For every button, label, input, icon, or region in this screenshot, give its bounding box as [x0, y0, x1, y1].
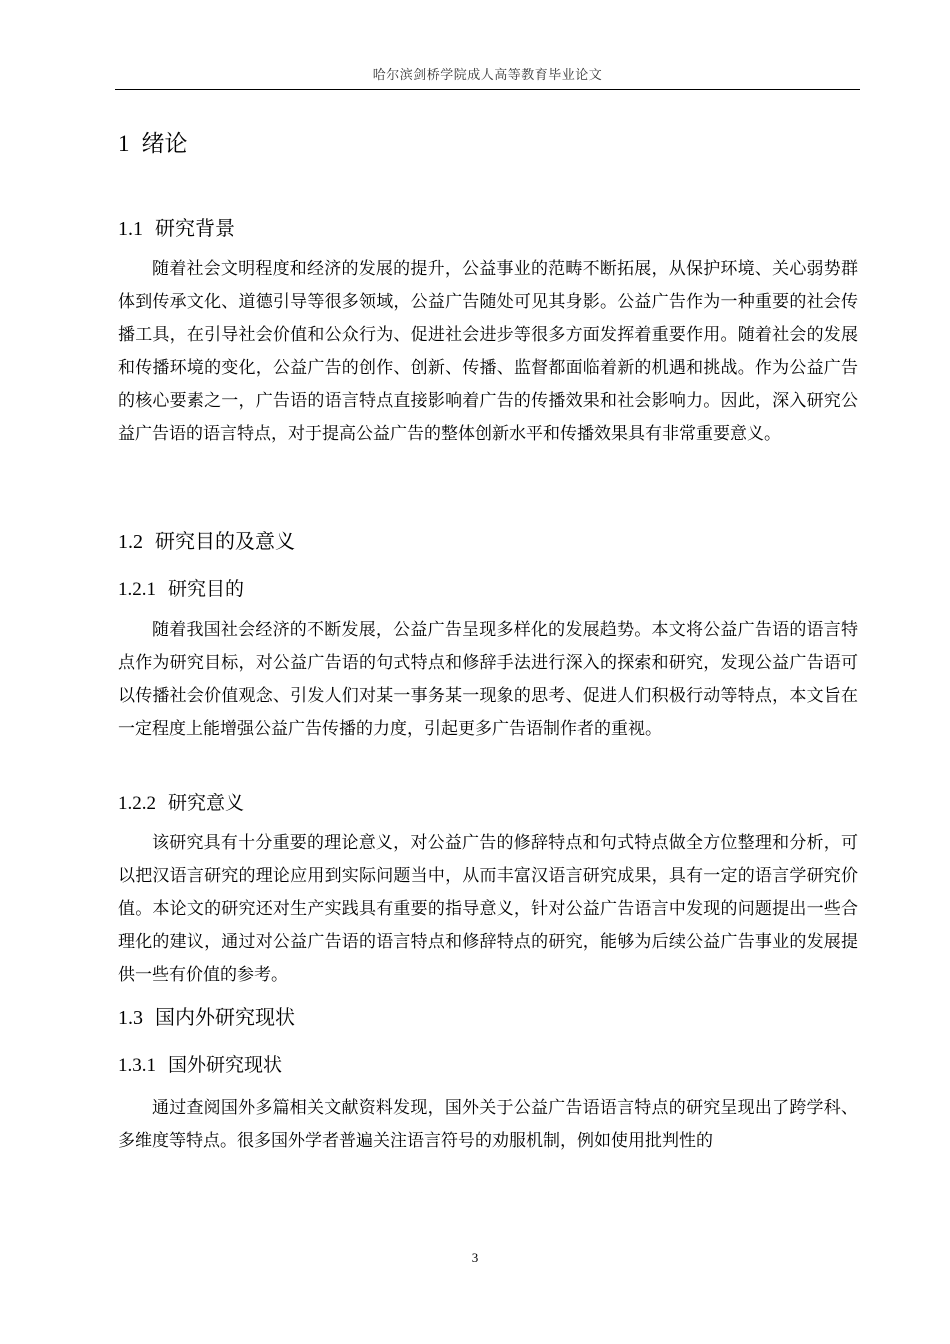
chapter-heading [118, 125, 188, 158]
paragraph-background: 随着社会文明程度和经济的发展的提升，公益事业的范畴不断拓展，从保护环境、关心弱势群体到传承文化、道德引导等很多领域，公益广告随处可见其身影。公益广告作为一种重要的社会传播工具，在引导社会价值和公众行为、促进社会进步等很多方面发挥着重要作用。随着社会的发展和传播环境的变化，公益广告的创作、创新、传播、监督都面临着新的机遇和挑战。作为公益广告的核心要素之一，广告语的语言特点直接影响着广告的传播效果和社会影响力。因此，深入研究公益广告语的语言特点，对于提高公益广告的整体创新水平和传播效果具有非常重要意义。 [118, 259, 858, 444]
section-number: 1.2 [118, 531, 143, 553]
header-rule [115, 89, 860, 90]
section-number: 1.1 [118, 218, 143, 240]
section-title: 研究意义 [168, 792, 245, 814]
section-number: 1.3 [118, 1007, 143, 1029]
section-number: 1.3.1 [118, 1055, 156, 1076]
section-number: 1.2.1 [118, 579, 156, 600]
section-heading-1-3-1 [118, 1050, 282, 1077]
section-heading-1-2-1 [118, 574, 244, 601]
section-heading-1-1 [118, 212, 235, 241]
section-title: 国外研究现状 [168, 1054, 283, 1076]
section-title: 国内外研究现状 [155, 1005, 295, 1029]
section-title: 研究背景 [155, 216, 235, 240]
page-header: 哈尔滨剑桥学院成人高等教育毕业论文 [372, 68, 603, 83]
section-heading-1-2 [118, 525, 295, 554]
page-number: 3 [471, 1250, 479, 1265]
section-heading-1-3 [118, 1001, 295, 1030]
section-number: 1.2.2 [118, 793, 156, 814]
chapter-title: 绪论 [141, 131, 188, 157]
section-title: 研究目的及意义 [155, 529, 295, 553]
paragraph-purpose: 随着我国社会经济的不断发展，公益广告呈现多样化的发展趋势。本文将公益广告语的语言特点作为研究目标，对公益广告语的句式特点和修辞手法进行深入的探索和研究，发现公益广告语可以传播社会价值观念、引发人们对某一事务某一现象的思考、促进人们积极行动等特点，本文旨在一定程度上能增强公益广告传播的力度，引起更多广告语制作者的重视。 [118, 620, 858, 739]
section-title: 研究目的 [168, 578, 245, 600]
section-heading-1-2-2 [118, 788, 244, 815]
chapter-number: 1 [118, 131, 130, 156]
paragraph-foreign-research: 通过查阅国外多篇相关文献资料发现，国外关于公益广告语语言特点的研究呈现出了跨学科、多维度等特点。很多国外学者普遍关注语言符号的劝服机制，例如使用批判性的 [118, 1098, 858, 1151]
paragraph-significance: 该研究具有十分重要的理论意义，对公益广告的修辞特点和句式特点做全方位整理和分析，可以把汉语言研究的理论应用到实际问题当中，从而丰富汉语言研究成果，具有一定的语言学研究价值。本论文的研究还对生产实践具有重要的指导意义，针对公益广告语言中发现的问题提出一些合理化的建议，通过对公益广告语的语言特点和修辞特点的研究，能够为后续公益广告事业的发展提供一些有价值的参考。 [118, 833, 858, 985]
